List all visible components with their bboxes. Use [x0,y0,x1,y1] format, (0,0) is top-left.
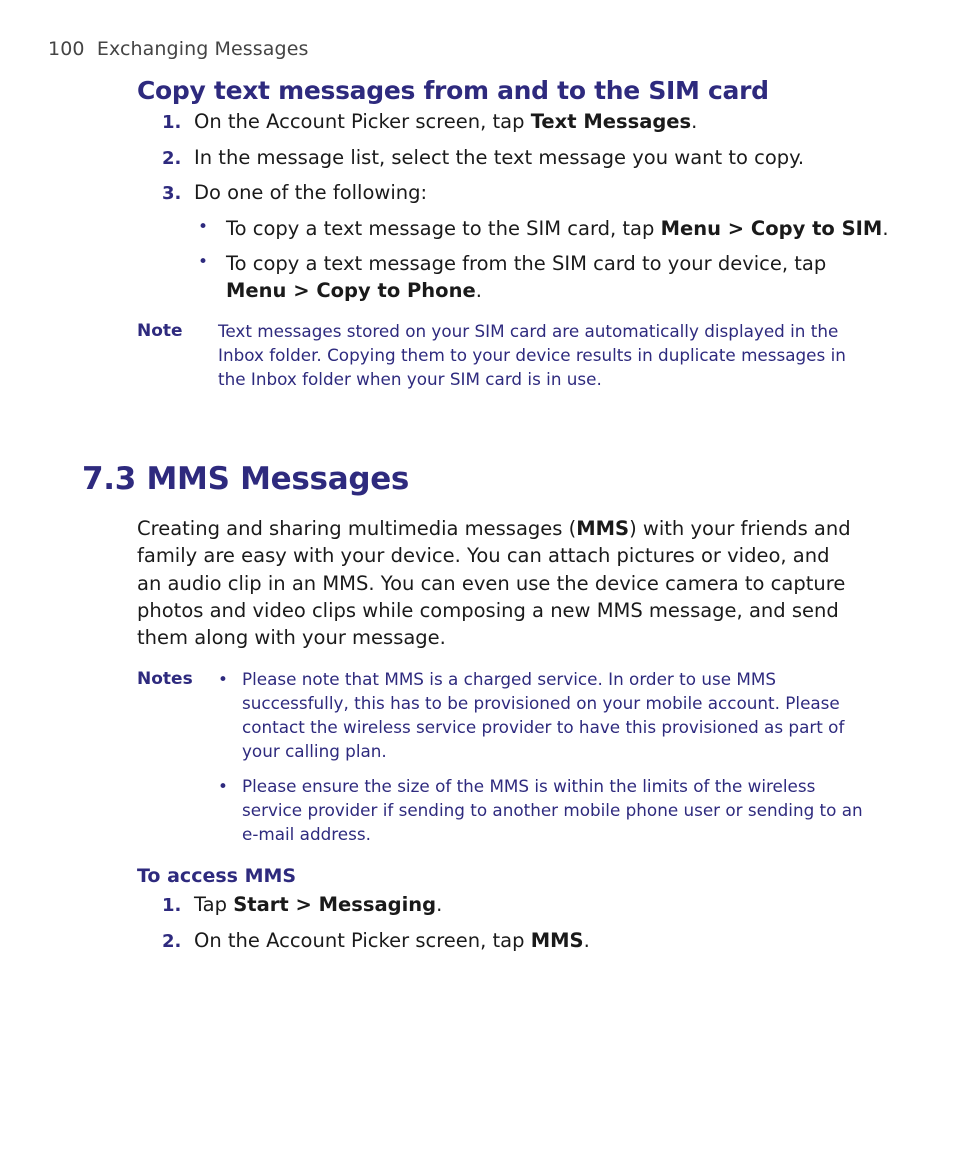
note-text: Please ensure the size of the MMS is within the limits of the wireless service provider if sending to another mobile phone user or sending to an e-mail address. [242,776,863,844]
section-heading-copy-sim: Copy text messages from and to the SIM card [137,76,769,105]
bullet-text: To copy a text message from the SIM card to your device, tap Menu > Copy to Phone. [226,252,827,302]
chapter-title: Exchanging Messages [96,38,309,60]
bullet-dot: • [198,252,209,272]
chapter-section-heading: 7.3 MMS Messages [82,461,410,497]
notes-label: Notes [137,669,193,689]
note-text: Text messages stored on your SIM card are automatically displayed in the Inbox folder. Copying them to your device results in duplicate messages in the Inbox folder when your SIM card is in use. [218,321,846,389]
bullet-text: To copy a text message to the SIM card, tap Menu > Copy to SIM. [226,217,889,240]
step-number: 1. [162,895,182,916]
note-text: Please note that MMS is a charged service. In order to use MMS successfully, this has to be provisioned on your mobile account. Please contact the wireless service provider to have this provisioned as part of your calling plan. [242,669,845,761]
step-number: 2. [162,931,182,952]
page-number: 100 [48,38,85,60]
step-number: 3. [162,183,182,204]
step-text: On the Account Picker screen, tap MMS. [194,929,590,952]
step-text: In the message list, select the text message you want to copy. [194,146,805,169]
intro-paragraph: Creating and sharing multimedia messages (MMS) with your friends and family are easy with your device. You can attach pictures or video, and an audio clip in an MMS. You can even use the device camera to capture photos and video clips while composing a new MMS message, and send them along with your message. [137,517,851,650]
note-label: Note [137,321,183,341]
note-bullet-dot: • [218,669,228,689]
step-text: On the Account Picker screen, tap Text Messages. [194,110,698,133]
procedure-heading: To access MMS [137,865,297,887]
step-number: 2. [162,148,182,169]
running-header [48,38,309,60]
note-bullet-dot: • [218,776,228,796]
step-text: Do one of the following: [194,181,428,204]
step-number: 1. [162,112,182,133]
bullet-dot: • [198,217,209,237]
step-text: Tap Start > Messaging. [194,893,443,916]
